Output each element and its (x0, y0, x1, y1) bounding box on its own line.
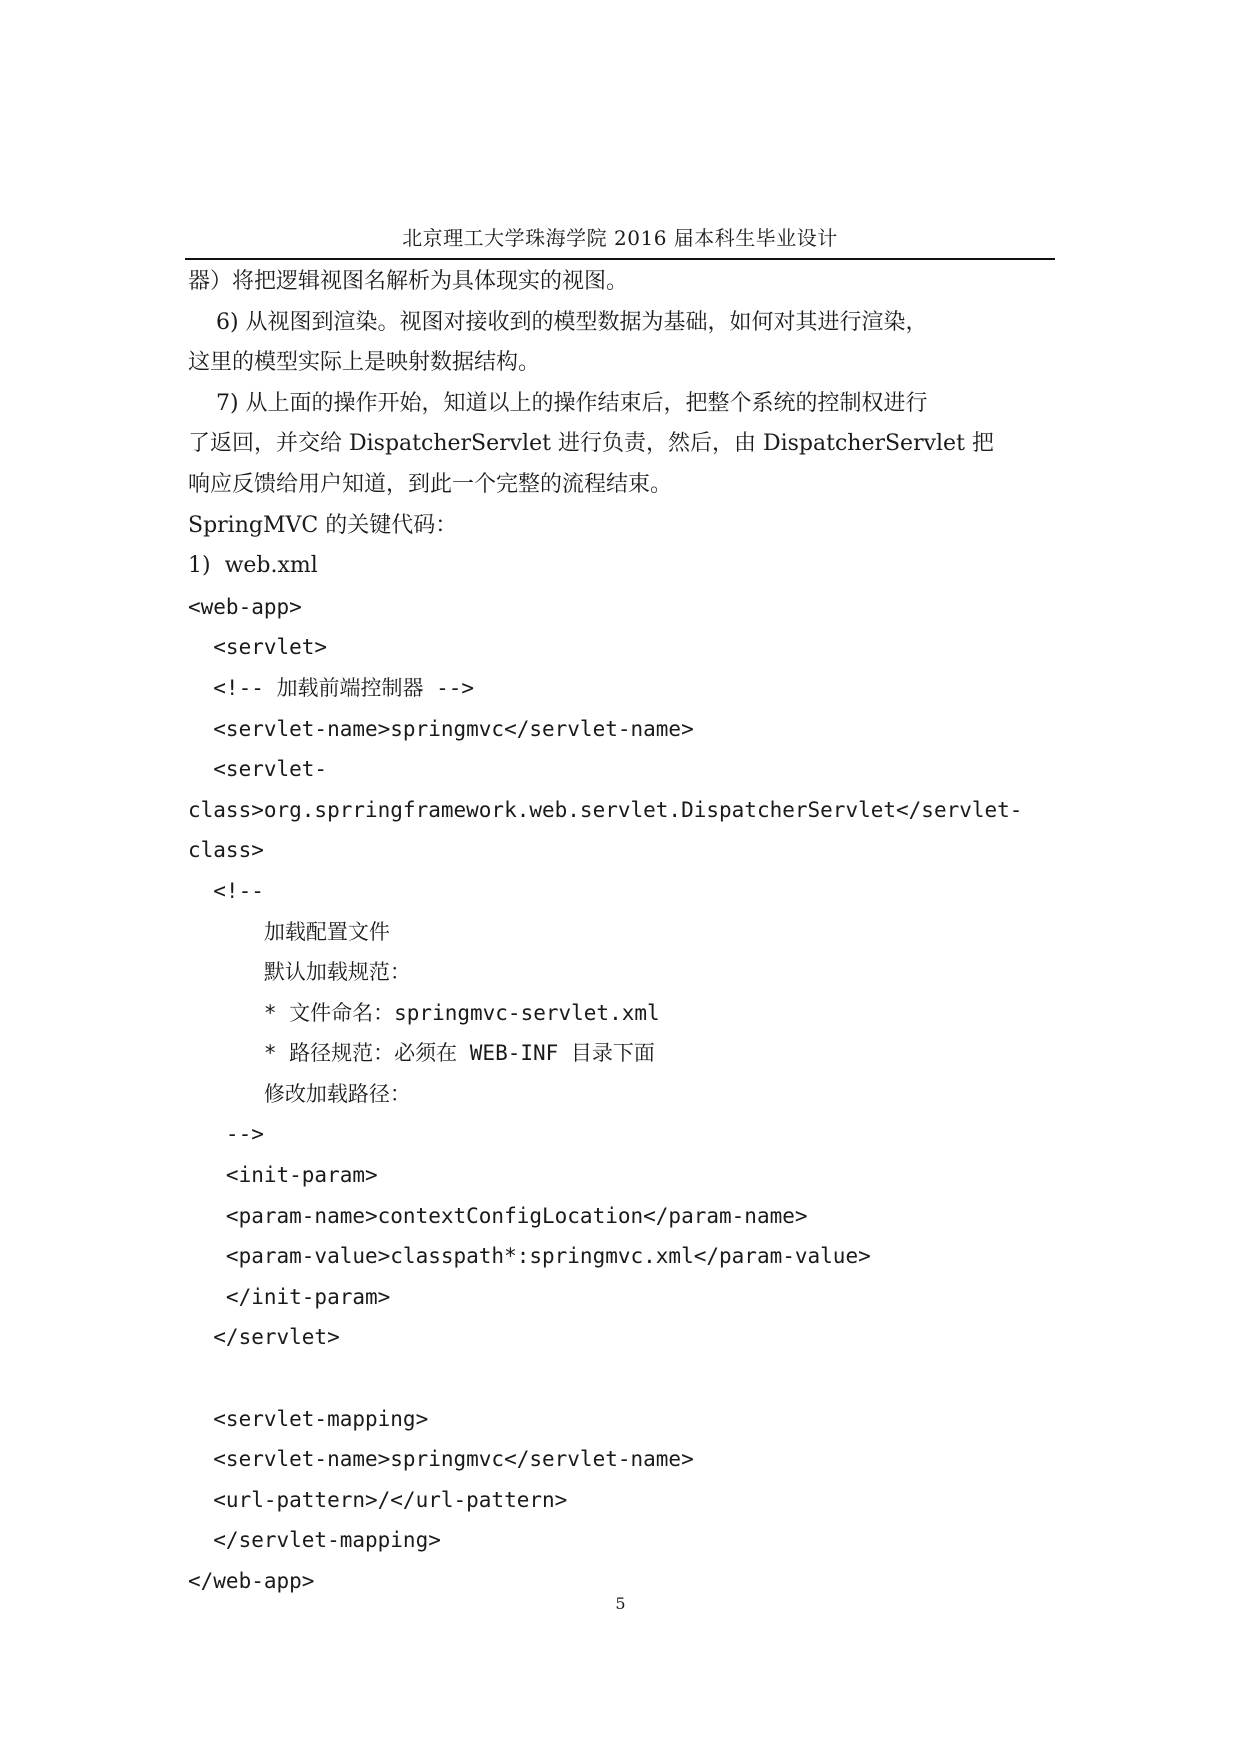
code-line: <servlet-mapping> (188, 1406, 429, 1431)
code-line: </init-param> (188, 1284, 391, 1309)
code-line (188, 1358, 1058, 1399)
text-line: 响应反馈给用户知道，到此一个完整的流程结束。 (188, 471, 673, 497)
code-line: 加载配置文件 (188, 919, 390, 944)
section-heading: SpringMVC 的关键代码： (188, 512, 458, 538)
code-line: <param-name>contextConfigLocation</param-name> (188, 1203, 808, 1228)
code-line: <servlet-name>springmvc</servlet-name> (188, 1447, 694, 1472)
page-number: 5 (615, 1594, 626, 1613)
code-line: <!-- 加载前端控制器 --> (188, 675, 475, 700)
text-line: 7) 从上面的操作开始，知道以上的操作结束后，把整个系统的控制权进行 (188, 390, 928, 416)
code-line: 默认加载规范： (188, 960, 411, 985)
text-line: 6) 从视图到渲染。视图对接收到的模型数据为基础，如何对其进行渲染， (188, 309, 928, 335)
code-line: </web-app> (188, 1569, 315, 1593)
code-line: class> (188, 838, 264, 863)
text-line: 了返回，并交给 DispatcherServlet 进行负责，然后，由 DispatcherServlet 把 (188, 431, 994, 457)
code-line: <!-- (188, 878, 264, 903)
code-line: </servlet-mapping> (188, 1528, 441, 1553)
code-line: --> (188, 1122, 264, 1147)
list-item: 1) web.xml (188, 553, 318, 579)
code-line: <servlet- (188, 757, 328, 782)
text-line: 这里的模型实际上是映射数据结构。 (188, 350, 541, 376)
code-line: * 路径规范：必须在 WEB-INF 目录下面 (188, 1041, 655, 1066)
code-line: <init-param> (188, 1163, 378, 1188)
page-header: 北京理工大学珠海学院 2016 届本科生毕业设计 (402, 226, 838, 250)
code-line: <servlet-name>springmvc</servlet-name> (188, 716, 694, 741)
code-line: <web-app> (188, 594, 302, 619)
text-line: 器）将把逻辑视图名解析为具体现实的视图。 (188, 269, 629, 294)
code-line: class>org.sprringframework.web.servlet.DispatcherServlet</servlet- (188, 797, 1023, 822)
page-body (188, 262, 1058, 1602)
code-line: </servlet> (188, 1325, 340, 1350)
code-line: <url-pattern>/</url-pattern> (188, 1487, 568, 1512)
code-line: * 文件命名：springmvc-servlet.xml (188, 1000, 660, 1025)
code-line: 修改加载路径： (188, 1081, 411, 1106)
code-line: <param-value>classpath*:springmvc.xml</param-value> (188, 1244, 871, 1269)
code-line: <servlet> (188, 635, 328, 660)
header-divider (185, 258, 1055, 260)
